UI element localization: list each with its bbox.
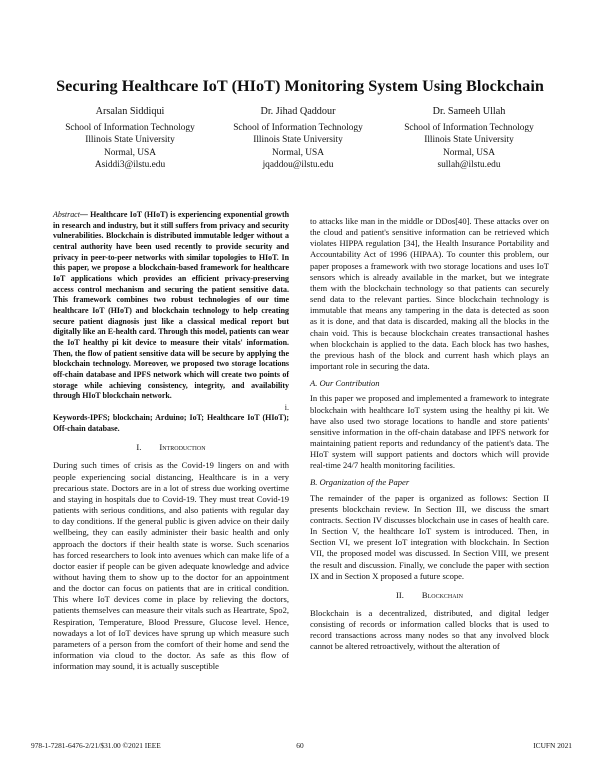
author-university: Illinois State University [85, 135, 175, 145]
author-university: Illinois State University [424, 135, 514, 145]
abstract-text: — Healthcare IoT (HIoT) is experiencing exponential growth in research and industry, but it still suffers from privacy and security vulnerabilities. Blockchain is distributed immutable ledger without a central authority have been used recently to provide security and privacy in peer-to-peer networks with similar topologies to HIoT. In this paper, we propose a blockchain-based framework for healthcare IoT applications which provides an efficient privacy-preserving access control mechanism and securing the patient sensitive data. This framework combines two robust technologies of our time healthcare IoT (HIoT) and blockchain technology to help creating secure patient diagnosis just like a classical medical report but digitally like an E-health card. Through this model, patients can wear the IoT healthy pi kit device to measure their vitals' information. Then, the flow of patient sensitive data will be secure by applying the blockchain technology. Moreover, we proposed two storage locations off-chain database and IPFS network which will create two points of storage while achieving consistency, integrity, and availability through HIoT blockchain network. [53, 210, 289, 401]
author-block-2 [213, 106, 383, 172]
section-heading-blockchain [310, 590, 549, 601]
subsection-heading-organization: B. Organization of the Paper [310, 477, 410, 488]
author-email: sullah@ilstu.edu [437, 160, 501, 170]
contribution-paragraph: In this paper we proposed and implemented a framework to integrate blockchain with healthcare IoT system using the healthy pi kit. We have also used two storage locations to handle and store patients' sensitive information in the off-chain database and IPFS network for maintaining patient reports and redundancy of the patient's data. The HIoT system will support patients and doctors which will provide real-time 24/7 health monitoring facilities. [310, 393, 549, 471]
footer-page-number: 60 [296, 741, 304, 750]
author-affiliation: School of Information Technology [233, 122, 363, 133]
footer-isbn: 978-1-7281-6476-2/21/$31.00 ©2021 IEEE [31, 741, 161, 750]
author-university: Illinois State University [253, 135, 343, 145]
author-email: Asiddi3@ilstu.edu [94, 160, 166, 170]
introduction-continued-paragraph: to attacks like man in the middle or DDos[40]. These attacks over on the cloud and patient's sensitive information can be retrieved which violates HIPPA regulation [34], the Health Insurance Portability and Accountability Act of 1996 (HIPAA). To counter this problem, our paper proposes a framework with two storage locations and uses IoT sensors which is already available in the market, but we integrate them with the blockchain technology so that patients can securely send data to the relevant parties. Since blockchain technology is immutable that means any tampering in the data is detected as soon as it is done, and that data is discarded, making all the blocks in the chain void. This is because blockchain creates transactional hashes when blockchain is applied to the data. Each block has two hashes, the previous hash of the block and current hash which plays an important role in securing the data. [310, 216, 549, 372]
author-name: Dr. Sameeh Ullah [432, 106, 506, 117]
list-marker: i. [284, 402, 289, 412]
abstract-label: Abstract [53, 210, 80, 219]
left-column [53, 210, 289, 672]
subsection-heading-contribution: A. Our Contribution [310, 378, 380, 389]
author-location: Normal, USA [271, 147, 325, 158]
abstract [53, 210, 289, 402]
author-location: Normal, USA [442, 147, 496, 158]
author-location: Normal, USA [103, 147, 157, 158]
section-number: I. [136, 442, 142, 453]
keywords: Keywords-IPFS; blockchain; Arduino; IoT; Healthcare IoT (HIoT); Off-chain database. [53, 412, 289, 433]
section-title: Blockchain [421, 589, 463, 600]
section-title: Introduction [159, 442, 206, 453]
right-column [310, 216, 549, 653]
blockchain-paragraph: Blockchain is a decentralized, distributed, and digital ledger consisting of records or information called blocks that is used to record transactions across many nodes so that any involved block cannot be altered retroactively, without the alteration of [310, 608, 549, 652]
introduction-paragraph: During such times of crisis as the Covid-19 lingers on and with people experiencing social distancing, Healthcare is in a very precarious state. Doctors are in a lot of stress due working overtime and staying in hospitals due to Covid-19. They must treat Covid-19 patients with serious conditions, and also patients with regular day to day conditions. If the general public is given advice on their daily wellbeing, they can easily administer their basic health and only approach the doctors if their health state is worse. Such scenarios has forced researchers to look into avenues which can make life of a doctor easier if people can be given adequate knowledge and advice without having them to show up to the doctor for an appointment and the doctor can focus on patients that are in critical condition. This where IoT devices come in place by relieving the doctors, patients themselves can measure their vitals such as Heartrate, Spo2, Respiration, Temperature, Blood Pressure, Glucose level. Hence, nowadays a lot of IoT devices have sprung up which measure such parameters of a person from the comfort of their home and send the information via cloud to the doctor. As safe as this flow of information may sound, it is actually susceptible [53, 460, 289, 672]
section-heading-introduction [53, 442, 289, 453]
footer-conference: ICUFN 2021 [533, 741, 572, 750]
author-name: Arsalan Siddiqui [95, 106, 165, 117]
author-name: Dr. Jihad Qaddour [260, 106, 336, 117]
author-affiliation: School of Information Technology [404, 122, 534, 133]
author-affiliation: School of Information Technology [65, 122, 195, 133]
author-email: jqaddou@ilstu.edu [262, 160, 334, 170]
organization-paragraph: The remainder of the paper is organized as follows: Section II presents blockchain review. In Section III, we discuss the smart contracts. Section IV discusses blockchain use in cases of health care. In Section V, the healthcare IoT system is introduced. Then, in Section VI, we present IoT integration with blockchain. In Section VII, the proposed model was discussed. In Section VIII, we present the result and discussion. Finally, we conclude the paper with section IX and in Section X proposed a future scope. [310, 492, 549, 581]
author-block-3 [384, 106, 554, 172]
section-number: II. [396, 589, 404, 600]
author-block-1 [45, 106, 215, 172]
paper-title: Securing Healthcare IoT (HIoT) Monitoring System Using Blockchain [56, 77, 544, 95]
